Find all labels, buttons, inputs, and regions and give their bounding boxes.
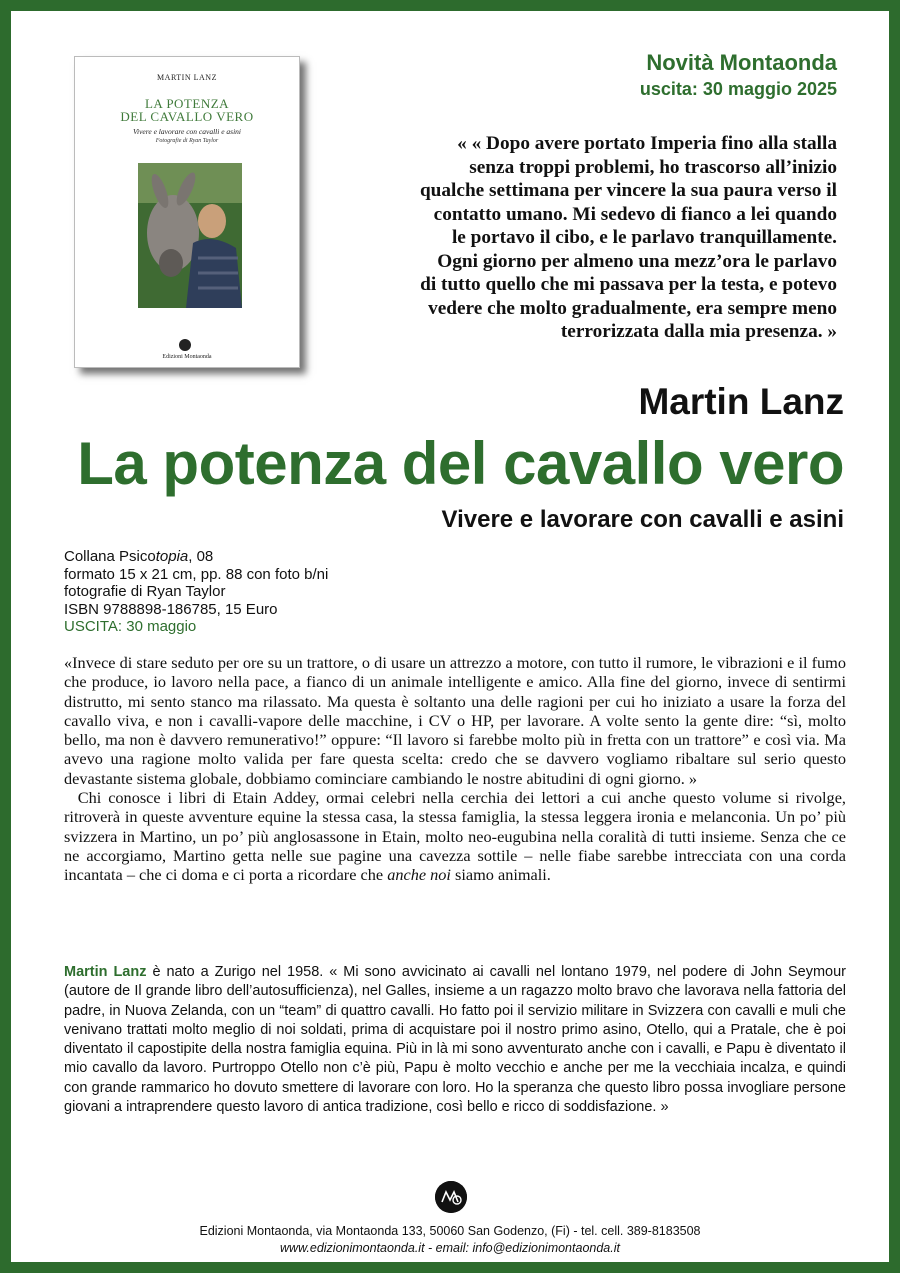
cover-title-line2: DEL CAVALLO VERO xyxy=(120,109,254,124)
book-details xyxy=(64,548,328,636)
description-paragraph: Chi conosce i libri di Etain Addey, ormai celebri nella cerchia dei lettori a cui anche questo volume si rivolge, ritroverà in queste avventure equine la stessa casa, la stessa famiglia, la stessa leggera ironia e melanconia. Un po’ più svizzera in Martino, un po’ più anglosassone in Etain, molto neo-eugubina nella coralità di tutti insieme. Senza che ce ne accorgiamo, Martino getta nelle sue pagine una cavezza sottile – nelle fiabe sarebbe intrecciata con una corda incantata – che ci doma e ci porta a ricordare che anche noi siamo animali. xyxy=(64,788,846,885)
book-title: La potenza del cavallo vero xyxy=(77,430,844,497)
isbn-line: ISBN 9788898-186785, 15 Euro xyxy=(64,600,278,618)
quote-line: « « Dopo avere portato Imperia fino alla stalla xyxy=(457,133,837,154)
cover-author: MARTIN LANZ xyxy=(157,73,217,82)
bio-author-name: Martin Lanz xyxy=(64,964,147,980)
excerpt-quote xyxy=(317,132,837,344)
quote-line: vedere che molto gradualmente, era sempre meno xyxy=(428,297,837,319)
collana-line: Collana Psicotopia, 08 xyxy=(64,548,214,565)
cover-publisher-logo-icon xyxy=(179,339,191,351)
book-subtitle: Vivere e lavorare con cavalli e asini xyxy=(441,506,844,533)
quote-line: le portavo il cibo, e le parlavo tranquillamente. xyxy=(451,227,837,248)
book-author: Martin Lanz xyxy=(638,381,844,422)
publisher-address: Edizioni Montaonda, via Montaonda 133, 50060 San Godenzo, (Fi) - tel. cell. 389-8183508 xyxy=(199,1224,701,1238)
cover-title xyxy=(75,97,299,123)
publisher-logo-icon xyxy=(435,1181,467,1213)
quote-line: qualche settimana per vincere la sua paura verso il xyxy=(419,180,837,201)
quote-line: Ogni giorno per almeno una mezz’ora le parlavo xyxy=(437,250,837,272)
description-paragraph: «Invece di stare seduto per ore su un trattore, o di usare un attrezzo a motore, con tutto il rumore, le vibrazioni e il fumo che produce, io lavoro nella pace, a fianco di un animale intelligente e amico. Alla fine del giorno, invece di sentirmi distrutto, mi sento stanco ma rilassato. Ma questa è soltanto una delle ragioni per cui ho iniziato a usare la forza del cavallo viva, e non i cavalli-vapore delle macchine, i CV o HP, per lavorare. A volte sento la gente dire: “sì, molto bello, ma non è davvero remunerativo!” oppure: “Il lavoro si farebbe molto più in fretta con un trattore” e così via. Ma avevo una ragione molto valida per fare questa scelta: credo che se davvero vogliamo ribaltare sul serio questo devastante sistema globale, dobbiamo cominciare cambiando le nostre abitudini di ogni giorno. » xyxy=(64,653,846,788)
bio-text: è nato a Zurigo nel 1958. « Mi sono avvicinato ai cavalli nel lontano 1979, nel podere di John Seymour (autore de Il grande libro dell’autosufficienza), nel Galles, insieme a un ragazzo molto bravo che lavorava nella fattoria del padre, in Nuova Zelanda, con un “team” di quattro cavalli. Ho fatto poi il servizio militare in Svizzera con cavalli e muli che venivano trattati molto meglio di noi soldati, prima di acquistare poi il nostro primo asino, Otello, qui a Pratale, che è poi diventato il capostipite della nostra famiglia equina. Più in là mi sono avventurato anche con i cavalli, e Papu è diventato il mio cavallo da lavoro. Purtroppo Otello non c’è più, Papu è molto vecchio e anche per me la vecchiaia incalza, e quindi con grande rammarico ho dovuto smettere di lavorare con loro. Ho la speranza che questo libro possa invogliare persone giovani a intraprendere questo lavoro di antica tradizione, così bello e ricco di soddisfazione. » xyxy=(64,964,846,1116)
quote-line: di tutto quello che mi passava per la testa, e potevo xyxy=(420,274,837,295)
release-date-heading: uscita: 30 maggio 2025 xyxy=(639,79,837,99)
cover-title-line1: LA POTENZA xyxy=(144,96,230,111)
author-bio xyxy=(64,963,846,1117)
book-cover-image xyxy=(74,56,300,368)
novelty-heading: Novità Montaonda xyxy=(646,50,837,75)
cover-photo xyxy=(138,163,242,308)
book-description xyxy=(64,653,846,885)
release-line: USCITA: 30 maggio xyxy=(64,618,197,635)
cover-subtitle: Vivere e lavorare con cavalli e asini xyxy=(132,127,242,136)
publisher-contacts: www.edizionimontaonda.it - email: info@edizionimontaonda.it xyxy=(280,1241,620,1255)
cover-publisher: Edizioni Montaonda xyxy=(162,354,212,360)
photos-line: fotografie di Ryan Taylor xyxy=(64,583,226,600)
format-line: formato 15 x 21 cm, pp. 88 con foto b/ni xyxy=(64,565,329,583)
quote-line: terrorizzata dalla mia presenza. » xyxy=(560,321,837,342)
flyer-page xyxy=(11,11,889,1262)
quote-line: senza troppi problemi, ho trascorso all’inizio xyxy=(469,156,837,178)
quote-line: contatto umano. Mi sedevo di fianco a lei quando xyxy=(433,203,837,225)
cover-photo-credit: Fotografie di Ryan Taylor xyxy=(155,138,219,144)
